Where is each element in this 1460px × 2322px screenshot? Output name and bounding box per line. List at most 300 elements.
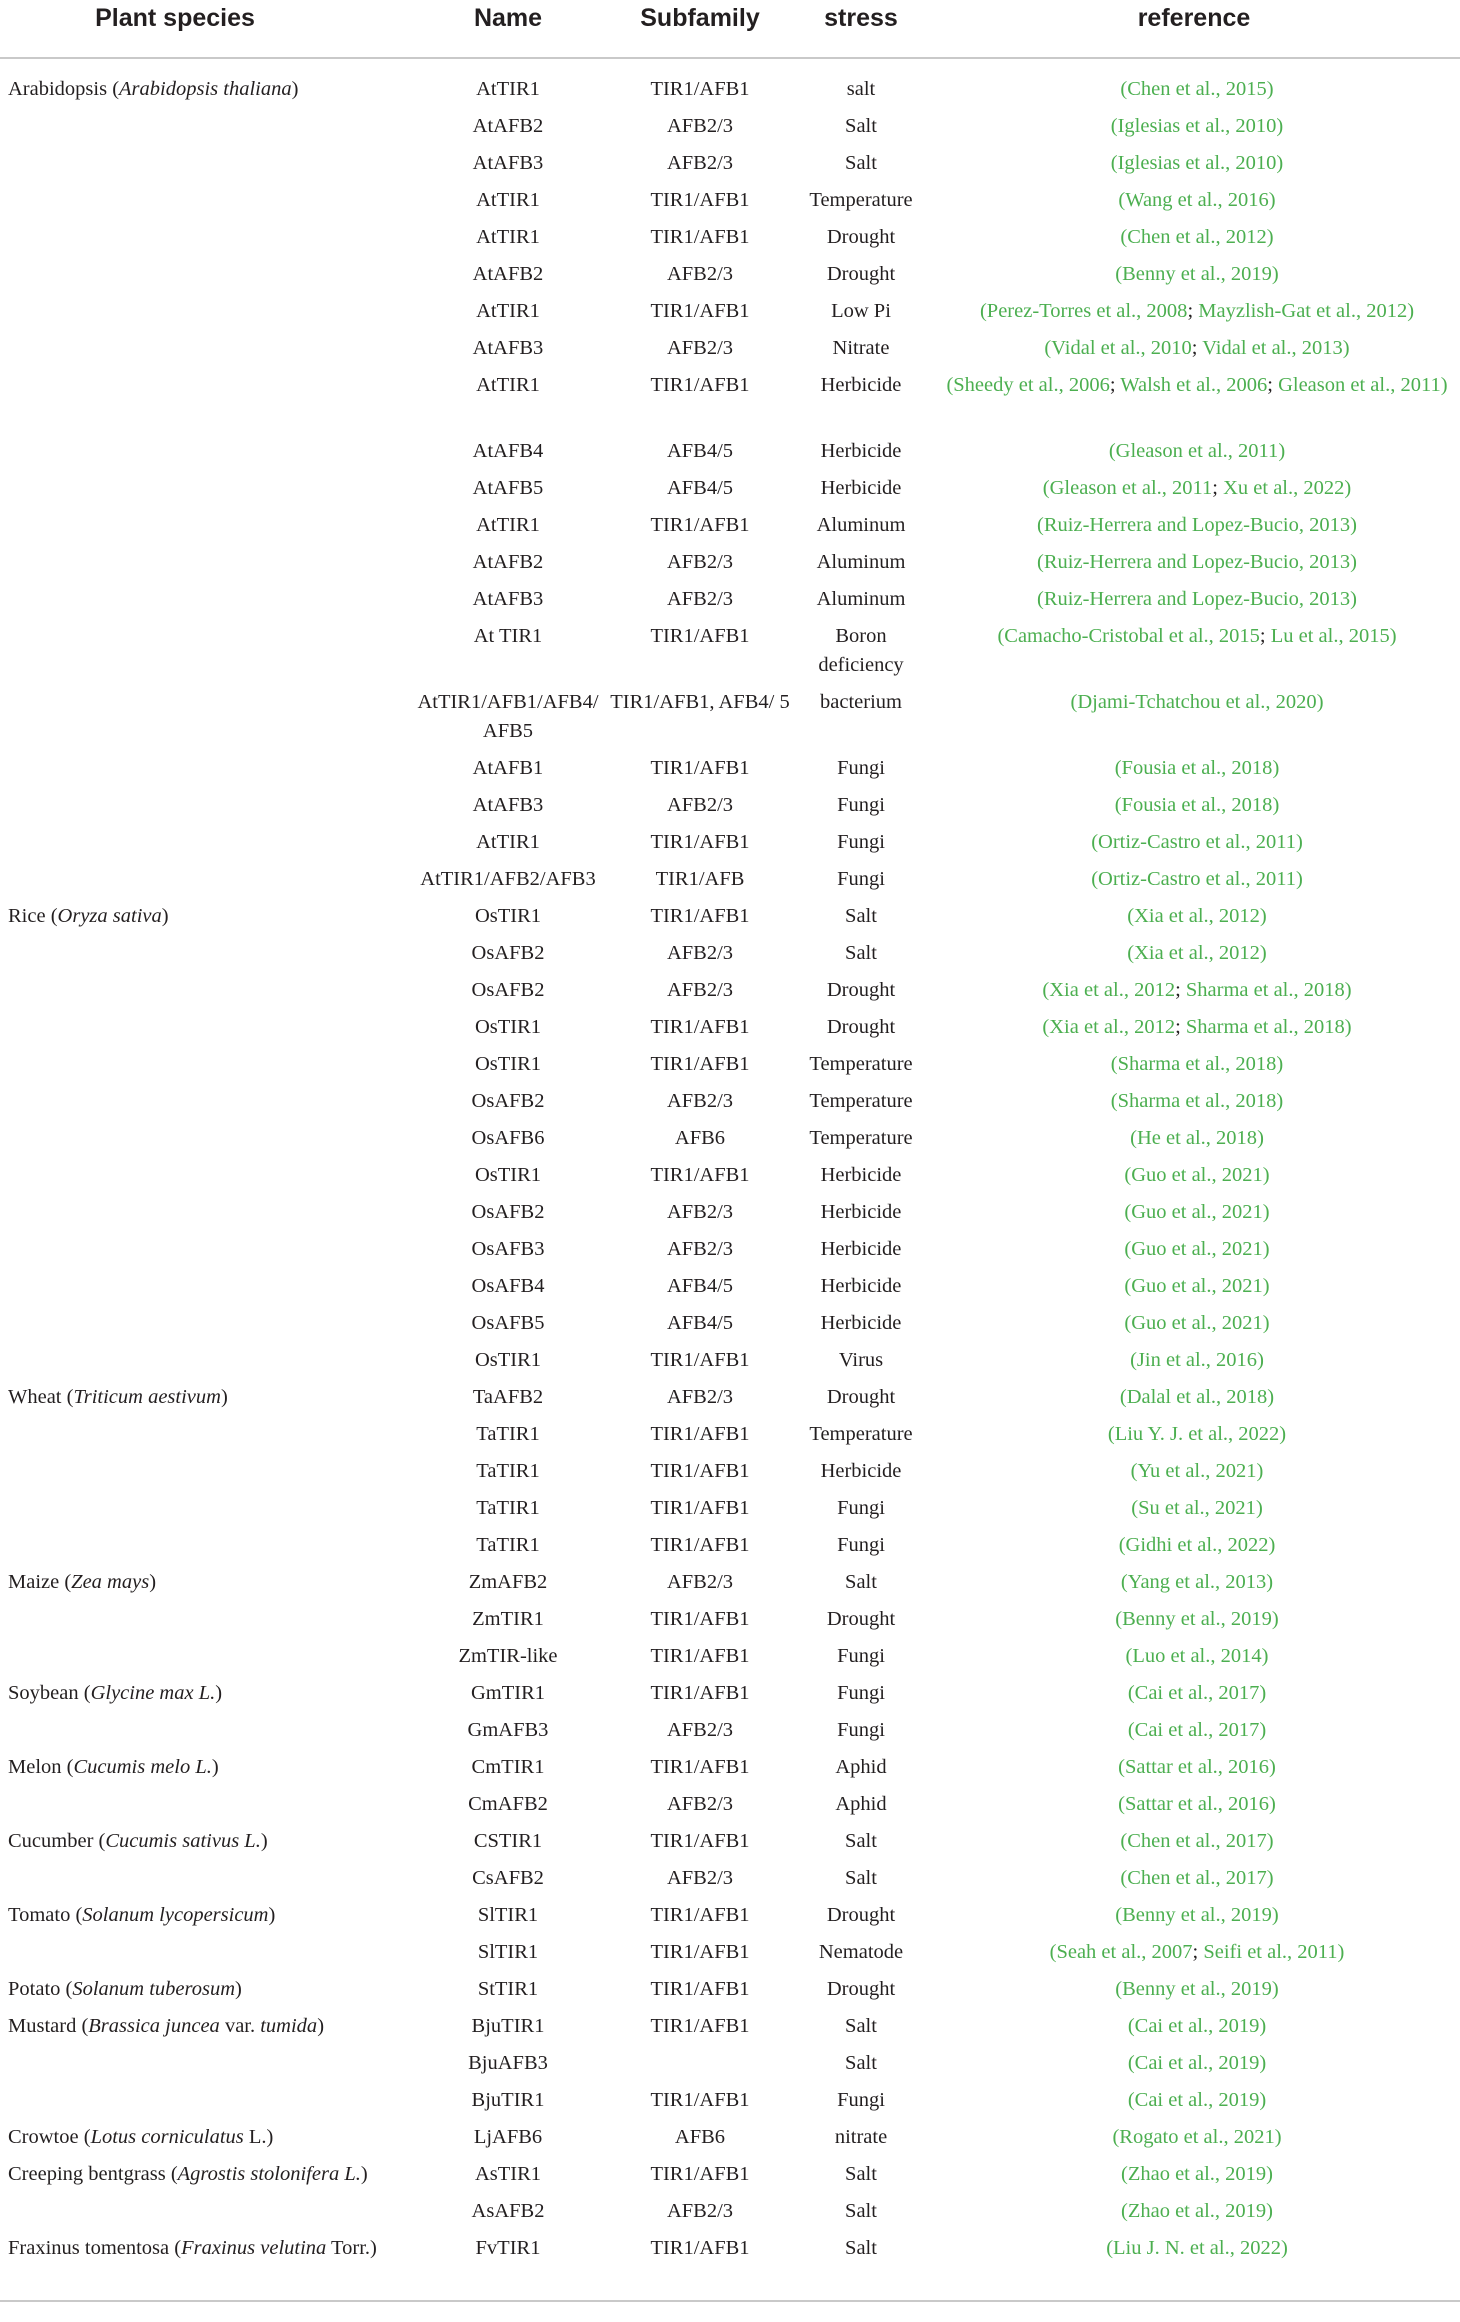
reference-link[interactable]: Vidal et al., 2013: [1202, 337, 1343, 359]
reference-open-paren: (: [1118, 1534, 1126, 1556]
reference-link[interactable]: Zhao et al., 2019: [1127, 2200, 1267, 2222]
cell-gene-name: OsTIR1: [474, 1053, 542, 1075]
reference-close-paren: ): [1344, 1016, 1352, 1038]
table-row: [0, 2160, 1460, 2197]
cell-subfamily: AFB2/3: [666, 588, 734, 610]
reference-link[interactable]: Liu J. N. et al., 2022: [1113, 2237, 1281, 2259]
cell-plant-species: [0, 1679, 410, 1716]
plant-name-qualifier: L.: [243, 2126, 267, 2148]
reference-link[interactable]: Cai et al., 2017: [1134, 1682, 1260, 1704]
table-row: [0, 902, 1460, 939]
cell-subfamily: TIR1/AFB1: [650, 2015, 750, 2037]
reference-open-paren: (: [1042, 979, 1050, 1001]
reference-link[interactable]: Gleason et al., 2011: [1115, 440, 1279, 462]
cell-reference: [928, 828, 1460, 865]
reference-link[interactable]: Sattar et al., 2016: [1124, 1756, 1270, 1778]
reference-link[interactable]: Sattar et al., 2016: [1124, 1793, 1270, 1815]
cell-gene-name: OsTIR1: [474, 1349, 542, 1371]
cell-stress: Fungi: [837, 1534, 885, 1556]
cell-reference: [928, 939, 1460, 976]
cell-subfamily: TIR1/AFB1: [650, 1016, 750, 1038]
reference-separator: ;: [1191, 337, 1203, 359]
cell-subfamily: TIR1/AFB1: [650, 189, 750, 211]
table-row: [0, 1679, 1460, 1716]
cell-subfamily: AFB2/3: [666, 1571, 734, 1593]
cell-stress: Aluminum: [816, 551, 906, 573]
plant-name-close: ): [266, 2126, 274, 2148]
plant-common-name: Mustard (: [8, 2015, 89, 2037]
reference-open-paren: (: [1124, 1312, 1132, 1334]
plant-name-close: ): [215, 1682, 223, 1704]
cell-plant-species: [0, 1309, 410, 1346]
table-row: [0, 1013, 1460, 1050]
reference-link[interactable]: Ortiz-Castro et al., 2011: [1098, 831, 1296, 853]
reference-close-paren: ): [1266, 1571, 1274, 1593]
bottom-rule: [0, 2301, 1460, 2322]
reference-link[interactable]: Benny et al., 2019: [1122, 1978, 1272, 2000]
reference-link[interactable]: Seah et al., 2007: [1056, 1941, 1193, 1963]
cell-subfamily: TIR1/AFB1: [650, 1830, 750, 1852]
cell-gene-name: ZmTIR1: [472, 1608, 544, 1630]
reference-link[interactable]: Chen et al., 2012: [1127, 226, 1267, 248]
cell-gene-name: AtTIR1: [476, 78, 540, 100]
table-row: [0, 585, 1460, 622]
cell-reference: [928, 1975, 1460, 2012]
reference-link[interactable]: Walsh et al., 2006: [1120, 374, 1268, 396]
reference-link[interactable]: Ruiz-Herrera and Lopez-Bucio, 2013: [1043, 588, 1351, 610]
cell-plant-species: [0, 2234, 410, 2301]
table-row: [0, 2012, 1460, 2049]
reference-separator: ;: [1192, 1941, 1204, 1963]
plant-common-name: Tomato (: [8, 1904, 83, 1926]
cell-plant-species: [0, 2197, 410, 2234]
reference-link[interactable]: Cai et al., 2019: [1134, 2015, 1260, 2037]
cell-reference: [928, 1050, 1460, 1087]
plant-common-name: Melon (: [8, 1756, 74, 1778]
cell-stress: Aphid: [835, 1793, 887, 1815]
cell-stress: Herbicide: [820, 1238, 902, 1260]
reference-link[interactable]: Wang et al., 2016: [1125, 189, 1269, 211]
reference-open-paren: (: [1121, 2200, 1128, 2222]
cell-stress: Virus: [838, 1349, 884, 1371]
cell-stress: Temperature: [809, 1127, 913, 1149]
cell-stress: Fungi: [837, 1645, 885, 1667]
reference-link[interactable]: Rogato et al., 2021: [1119, 2126, 1275, 2148]
table-row: [0, 1975, 1460, 2012]
cell-gene-name: SlTIR1: [477, 1904, 539, 1926]
reference-link[interactable]: Gleason et al., 2011: [1049, 477, 1213, 499]
table-row: [0, 1272, 1460, 1309]
reference-close-paren: ): [1350, 551, 1357, 573]
cell-subfamily: TIR1/AFB1: [650, 1349, 750, 1371]
cell-plant-species: [0, 223, 410, 260]
cell-subfamily: AFB2/3: [666, 1238, 734, 1260]
reference-link[interactable]: Su et al., 2021: [1138, 1497, 1256, 1519]
reference-link[interactable]: Chen et al., 2015: [1127, 78, 1267, 100]
cell-plant-species: [0, 1568, 410, 1605]
reference-close-paren: ): [1266, 2163, 1273, 2185]
table-row: [0, 1494, 1460, 1531]
reference-link[interactable]: Xia et al., 2012: [1049, 979, 1176, 1001]
reference-link[interactable]: He et al., 2018: [1136, 1127, 1258, 1149]
cell-plant-species: [0, 1346, 410, 1383]
reference-link[interactable]: Xia et al., 2012: [1049, 1016, 1176, 1038]
cell-plant-species: [0, 1457, 410, 1494]
plant-common-name: Fraxinus tomentosa (: [8, 2237, 182, 2259]
cell-plant-species: [0, 2049, 410, 2086]
cell-reference: [928, 1938, 1460, 1975]
cell-stress: Salt: [845, 2052, 877, 2074]
reference-close-paren: ): [1276, 115, 1284, 137]
table-row: [0, 58, 1460, 112]
reference-link[interactable]: Luo et al., 2014: [1132, 1645, 1262, 1667]
cell-plant-species: [0, 828, 410, 865]
reference-close-paren: ): [1266, 1830, 1274, 1852]
table-row: [0, 334, 1460, 371]
cell-reference: [928, 1531, 1460, 1568]
cell-stress: Salt: [845, 905, 877, 927]
plant-name-close: ): [360, 2163, 368, 2185]
cell-plant-species: [0, 186, 410, 223]
cell-plant-species: [0, 112, 410, 149]
reference-link[interactable]: Dalal et al., 2018: [1126, 1386, 1268, 1408]
reference-open-paren: (: [1120, 226, 1128, 248]
reference-link[interactable]: Zhao et al., 2019: [1127, 2163, 1267, 2185]
cell-plant-species: [0, 334, 410, 371]
cell-gene-name: AtAFB5: [472, 477, 544, 499]
reference-link[interactable]: Sharma et al., 2018: [1185, 979, 1345, 1001]
reference-close-paren: ): [1269, 1793, 1276, 1815]
reference-link[interactable]: Iglesias et al., 2010: [1117, 115, 1277, 137]
reference-open-paren: (: [1130, 1127, 1137, 1149]
cell-reference: [928, 2012, 1460, 2049]
reference-close-paren: ): [1256, 1460, 1264, 1482]
cell-stress: Fungi: [837, 1682, 885, 1704]
reference-link[interactable]: Benny et al., 2019: [1122, 1904, 1272, 1926]
cell-reference: [928, 1494, 1460, 1531]
cell-subfamily: TIR1/AFB1: [650, 1904, 750, 1926]
plant-name-close: ): [220, 1386, 228, 1408]
table-row: [0, 260, 1460, 297]
cell-subfamily: TIR1/AFB1: [650, 1534, 750, 1556]
cell-reference: [928, 437, 1460, 474]
cell-gene-name: AtTIR1: [476, 300, 540, 322]
cell-gene-name: OsAFB2: [471, 1201, 545, 1223]
cell-gene-name: AtTIR1/AFB2/AFB3: [420, 868, 596, 890]
reference-close-paren: ): [1259, 942, 1267, 964]
reference-close-paren: ): [1262, 1201, 1270, 1223]
reference-link[interactable]: Liu Y. J. et al., 2022: [1114, 1423, 1280, 1445]
reference-link[interactable]: Jin et al., 2016: [1136, 1349, 1258, 1371]
plant-scientific-name: Cucumis melo L.: [73, 1756, 212, 1778]
reference-link[interactable]: Guo et al., 2021: [1131, 1312, 1263, 1334]
cell-gene-name: BjuTIR1: [471, 2089, 545, 2111]
cell-plant-species: [0, 437, 410, 474]
cell-subfamily: TIR1/AFB1: [650, 1053, 750, 1075]
reference-link[interactable]: Xu et al., 2022: [1223, 477, 1345, 499]
reference-link[interactable]: Sharma et al., 2018: [1117, 1090, 1277, 1112]
table-row: [0, 754, 1460, 791]
cell-gene-name: GmAFB3: [467, 1719, 549, 1741]
cell-reference: [928, 1642, 1460, 1679]
cell-stress: Fungi: [837, 757, 885, 779]
reference-link[interactable]: Guo et al., 2021: [1131, 1238, 1263, 1260]
cell-plant-species: [0, 297, 410, 334]
reference-open-paren: (: [1127, 942, 1135, 964]
reference-link[interactable]: Gidhi et al., 2022: [1125, 1534, 1269, 1556]
cell-plant-species: [0, 1198, 410, 1235]
reference-open-paren: (: [1118, 1756, 1125, 1778]
cell-gene-name: AtAFB2: [472, 263, 544, 285]
cell-gene-name: At TIR1: [473, 625, 543, 647]
plant-scientific-name: Lotus corniculatus: [90, 2126, 244, 2148]
reference-link[interactable]: Ortiz-Castro et al., 2011: [1098, 868, 1296, 890]
cell-plant-species: [0, 548, 410, 585]
reference-close-paren: ): [1268, 189, 1276, 211]
reference-open-paren: (: [997, 625, 1005, 647]
plant-common-name: Wheat (: [8, 1386, 74, 1408]
cell-reference: [928, 2160, 1460, 2197]
table-row: [0, 1864, 1460, 1901]
cell-subfamily: TIR1/AFB1: [650, 625, 750, 647]
cell-stress: Salt: [845, 1571, 877, 1593]
cell-gene-name: CsAFB2: [472, 1867, 544, 1889]
reference-open-paren: (: [1130, 1349, 1137, 1371]
cell-stress: Herbicide: [820, 1201, 902, 1223]
reference-link[interactable]: Cai et al., 2019: [1134, 2089, 1260, 2111]
plant-scientific-name: Solanum tuberosum: [72, 1978, 236, 2000]
reference-open-paren: (: [1070, 691, 1078, 713]
cell-subfamily: AFB2/3: [666, 551, 734, 573]
cell-subfamily: AFB2/3: [666, 1386, 734, 1408]
cell-stress: Herbicide: [820, 477, 902, 499]
cell-gene-name: LjAFB6: [473, 2126, 543, 2148]
cell-stress: Temperature: [809, 1090, 913, 1112]
cell-gene-name: BjuAFB3: [468, 2052, 548, 2074]
table-row: [0, 1790, 1460, 1827]
plant-common-name: Crowtoe (: [8, 2126, 91, 2148]
reference-separator: ;: [1267, 374, 1279, 396]
reference-link[interactable]: Cai et al., 2019: [1134, 2052, 1260, 2074]
cell-plant-species: [0, 58, 410, 112]
table-row: [0, 1753, 1460, 1790]
reference-close-paren: ): [1316, 691, 1324, 713]
reference-close-paren: ): [1280, 2237, 1288, 2259]
cell-reference: [928, 474, 1460, 511]
cell-stress: Salt: [845, 2163, 877, 2185]
plant-scientific-name: Glycine max L.: [90, 1682, 216, 1704]
plant-scientific-name: Solanum lycopersicum: [82, 1904, 269, 1926]
cell-gene-name: AtAFB2: [472, 551, 544, 573]
cell-plant-species: [0, 939, 410, 976]
reference-link[interactable]: Yu et al., 2021: [1137, 1460, 1257, 1482]
cell-stress: Fungi: [837, 1497, 885, 1519]
table-row: [0, 548, 1460, 585]
cell-reference: [928, 2049, 1460, 2086]
cell-subfamily: TIR1/AFB1: [650, 1682, 750, 1704]
cell-gene-name: AtTIR1: [476, 226, 540, 248]
cell-subfamily: AFB2/3: [666, 1793, 734, 1815]
reference-link[interactable]: Guo et al., 2021: [1131, 1275, 1263, 1297]
reference-link[interactable]: Vidal et al., 2010: [1051, 337, 1192, 359]
cell-subfamily: AFB2/3: [666, 1867, 734, 1889]
cell-reference: [928, 1716, 1460, 1753]
cell-subfamily: TIR1/AFB: [655, 868, 745, 890]
cell-reference: [928, 1568, 1460, 1605]
reference-close-paren: ): [1267, 1386, 1275, 1408]
cell-plant-species: [0, 511, 410, 548]
reference-close-paren: ): [1440, 374, 1448, 396]
cell-plant-species: [0, 2012, 410, 2049]
cell-gene-name: StTIR1: [477, 1978, 539, 2000]
reference-close-paren: ): [1266, 226, 1274, 248]
reference-link[interactable]: Perez-Torres et al., 2008: [986, 300, 1188, 322]
cell-subfamily: TIR1/AFB1: [650, 2237, 750, 2259]
reference-link[interactable]: Camacho-Cristobal et al., 2015: [1004, 625, 1260, 647]
cell-reference: [928, 371, 1460, 437]
reference-link[interactable]: Benny et al., 2019: [1122, 263, 1272, 285]
cell-stress: Herbicide: [820, 1164, 902, 1186]
reference-open-paren: (: [1108, 440, 1116, 462]
reference-link[interactable]: Seifi et al., 2011: [1203, 1941, 1338, 1963]
plant-scientific-name: Zea mays: [71, 1571, 150, 1593]
cell-gene-name: AtAFB4: [472, 440, 544, 462]
table-row: [0, 1346, 1460, 1383]
cell-gene-name: OsAFB6: [471, 1127, 545, 1149]
cell-plant-species: [0, 1383, 410, 1420]
cell-stress: Salt: [845, 942, 877, 964]
reference-open-paren: (: [1120, 1830, 1128, 1852]
cell-gene-name: TaTIR1: [476, 1534, 540, 1556]
reference-close-paren: ): [1259, 1719, 1267, 1741]
cell-gene-name: AtAFB2: [472, 115, 544, 137]
cell-gene-name: TaTIR1: [476, 1497, 540, 1519]
reference-link[interactable]: Ruiz-Herrera and Lopez-Bucio, 2013: [1043, 551, 1351, 573]
cell-stress: Salt: [845, 2237, 877, 2259]
reference-open-paren: (: [1121, 2163, 1128, 2185]
cell-subfamily: TIR1/AFB1: [650, 1497, 750, 1519]
cell-stress: Nitrate: [832, 337, 890, 359]
reference-open-paren: (: [1049, 1941, 1057, 1963]
cell-plant-species: [0, 1753, 410, 1790]
cell-stress: Aluminum: [816, 588, 906, 610]
cell-gene-name: OsTIR1: [474, 1164, 542, 1186]
reference-open-paren: (: [1110, 1053, 1118, 1075]
cell-reference: [928, 1420, 1460, 1457]
cell-reference: [928, 791, 1460, 828]
cell-gene-name: OsAFB2: [471, 1090, 545, 1112]
table-row: [0, 297, 1460, 334]
cell-gene-name: TaAFB2: [472, 1386, 544, 1408]
reference-link[interactable]: Lu et al., 2015: [1270, 625, 1390, 647]
reference-close-paren: ): [1389, 625, 1397, 647]
reference-close-paren: ): [1257, 1127, 1264, 1149]
cell-reference: [928, 1790, 1460, 1827]
reference-open-paren: (: [1042, 1016, 1050, 1038]
plant-scientific-name: Fraxinus velutina: [181, 2237, 327, 2259]
cell-plant-species: [0, 622, 410, 688]
plant-common-name: Cucumber (: [8, 1830, 106, 1852]
plant-common-name: Maize (: [8, 1571, 72, 1593]
reference-link[interactable]: Ruiz-Herrera and Lopez-Bucio, 2013: [1043, 514, 1351, 536]
reference-link[interactable]: Fousia et al., 2018: [1121, 794, 1273, 816]
reference-link[interactable]: Fousia et al., 2018: [1121, 757, 1273, 779]
reference-link[interactable]: Chen et al., 2017: [1127, 1830, 1267, 1852]
table-row: [0, 1124, 1460, 1161]
cell-gene-name: TaTIR1: [476, 1423, 540, 1445]
reference-link[interactable]: Sheedy et al., 2006: [953, 374, 1110, 396]
cell-reference: [928, 1679, 1460, 1716]
table-row: [0, 1827, 1460, 1864]
reference-link[interactable]: Gleason et al., 2011: [1278, 374, 1441, 396]
cell-stress: nitrate: [834, 2126, 888, 2148]
reference-link[interactable]: Yang et al., 2013: [1127, 1571, 1267, 1593]
reference-link[interactable]: Guo et al., 2021: [1131, 1164, 1263, 1186]
cell-stress: Salt: [845, 152, 877, 174]
table-body: [0, 58, 1460, 2301]
reference-link[interactable]: Xia et al., 2012: [1134, 942, 1260, 964]
cell-reference: [928, 976, 1460, 1013]
cell-reference: [928, 1161, 1460, 1198]
reference-link[interactable]: Benny et al., 2019: [1122, 1608, 1272, 1630]
reference-open-paren: (: [1106, 2237, 1114, 2259]
reference-open-paren: (: [1127, 905, 1135, 927]
cell-stress: Nematode: [818, 1941, 904, 1963]
table-row: [0, 2049, 1460, 2086]
reference-close-paren: ): [1269, 1756, 1276, 1778]
cell-plant-species: [0, 754, 410, 791]
cell-subfamily: AFB2/3: [666, 115, 734, 137]
reference-link[interactable]: Xia et al., 2012: [1134, 905, 1260, 927]
cell-plant-species: [0, 2086, 410, 2123]
plant-name-close: ): [161, 905, 169, 927]
table-row: [0, 2123, 1460, 2160]
cell-plant-species: [0, 2123, 410, 2160]
cell-stress: Herbicide: [820, 1275, 902, 1297]
reference-link[interactable]: Iglesias et al., 2010: [1117, 152, 1277, 174]
reference-open-paren: (: [1127, 1682, 1135, 1704]
reference-open-paren: (: [1124, 1275, 1132, 1297]
cell-reference: [928, 688, 1460, 754]
reference-link[interactable]: Sharma et al., 2018: [1185, 1016, 1345, 1038]
reference-close-paren: ): [1407, 300, 1415, 322]
reference-open-paren: (: [1127, 2015, 1135, 2037]
plant-scientific-name: Triticum aestivum: [73, 1386, 221, 1408]
reference-link[interactable]: Cai et al., 2017: [1134, 1719, 1260, 1741]
cell-subfamily: AFB2/3: [666, 1719, 734, 1741]
reference-close-paren: ): [1278, 440, 1286, 462]
cell-plant-species: [0, 1605, 410, 1642]
reference-open-paren: (: [1130, 1460, 1138, 1482]
reference-link[interactable]: Chen et al., 2017: [1127, 1867, 1267, 1889]
cell-reference: [928, 260, 1460, 297]
plant-name-close: ): [211, 1756, 219, 1778]
cell-stress: Aphid: [835, 1756, 887, 1778]
cell-gene-name: OsAFB4: [471, 1275, 545, 1297]
reference-link[interactable]: Mayzlish-Gat et al., 2012: [1198, 300, 1408, 322]
cell-subfamily: AFB2/3: [666, 152, 734, 174]
table-row: [0, 112, 1460, 149]
reference-link[interactable]: Guo et al., 2021: [1131, 1201, 1263, 1223]
cell-reference: [928, 2086, 1460, 2123]
reference-open-paren: (: [1124, 1201, 1132, 1223]
reference-close-paren: ): [1257, 1349, 1264, 1371]
reference-link[interactable]: Sharma et al., 2018: [1117, 1053, 1277, 1075]
reference-link[interactable]: Djami-Tchatchou et al., 2020: [1077, 691, 1317, 713]
cell-subfamily: TIR1/AFB1: [650, 757, 750, 779]
reference-separator: ;: [1109, 374, 1121, 396]
header-plant-species: Plant species: [0, 0, 410, 58]
